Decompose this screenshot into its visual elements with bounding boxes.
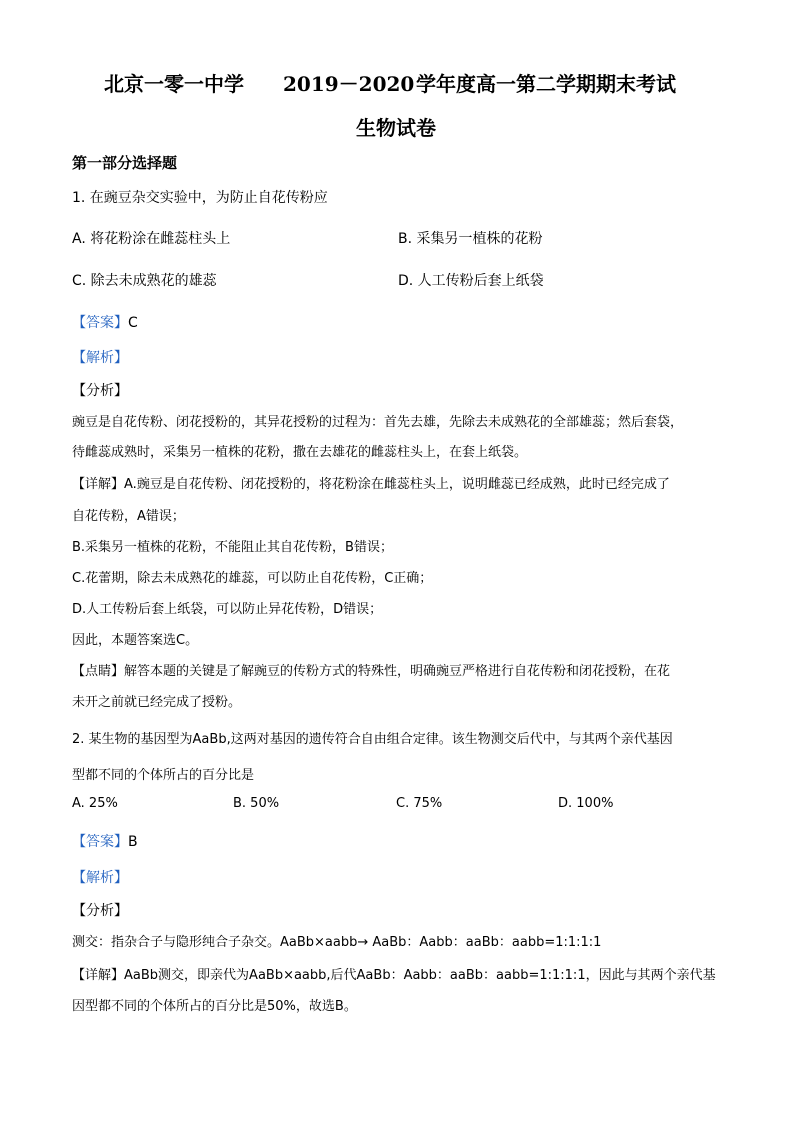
q1-analysis-line1: 豌豆是自花传粉、闭花授粉的，其异花授粉的过程为：首先去雄，先除去未成熟花的全部雄蕊；然后套袋， <box>72 415 684 430</box>
q1-detail-tag: 【详解】 <box>72 477 125 492</box>
q1-fenxi-tag: 【分析】 <box>72 383 128 399</box>
q1-option-a: A. 将花粉涂在雌蕊柱头上 <box>72 231 231 247</box>
q2-detail-line2: 因型都不同的个体所占的百分比是50%，故选B。 <box>72 999 357 1014</box>
q1-detail-line4: C.花蕾期，除去未成熟花的雄蕊，可以防止自花传粉，C正确； <box>72 571 433 586</box>
q2-detail-tag: 【详解】 <box>72 968 125 983</box>
q1-detail-line2: 自花传粉，A错误； <box>72 509 185 524</box>
q1-dianjing-line2: 未开之前就已经完成了授粉。 <box>72 695 242 710</box>
q1-dianjing-tag: 【点睛】 <box>72 664 125 679</box>
q1-jiexi-tag: 【解析】 <box>72 350 128 366</box>
q1-detail-line5: D.人工传粉后套上纸袋，可以防止异花传粉，D错误； <box>72 602 383 617</box>
q1-detail-line6: 因此，本题答案选C。 <box>72 633 199 648</box>
q1-detail-line3: B.采集另一植株的花粉，不能阻止其自花传粉，B错误； <box>72 540 393 555</box>
q1-option-b: B. 采集另一植株的花粉 <box>398 231 543 247</box>
q2-analysis-line1: 测交：指杂合子与隐形纯合子杂交。AaBb×aabb→ AaBb：Aabb：aaBb：aabb=1:1:1:1 <box>72 935 602 950</box>
q2-stem-line2: 型都不同的个体所占的百分比是 <box>72 768 255 783</box>
q1-option-c: C. 除去未成熟花的雄蕊 <box>72 273 217 289</box>
q1-option-d: D. 人工传粉后套上纸袋 <box>398 273 544 289</box>
q2-option-b: B. 50% <box>233 796 280 811</box>
q2-jiexi-tag: 【解析】 <box>72 870 128 886</box>
page-title-term: 学年度高一第二学期期末考试 <box>416 72 676 96</box>
q2-option-c: C. 75% <box>396 796 443 811</box>
q2-option-a: A. 25% <box>72 796 118 811</box>
q2-detail-line1 <box>72 964 716 983</box>
q1-answer-value: C <box>128 315 138 331</box>
q1-analysis-line2: 待雌蕊成熟时，采集另一植株的花粉，撒在去雄花的雌蕊柱头上，在套上纸袋。 <box>72 445 528 460</box>
q1-detail-text1: A.豌豆是自花传粉、闭花授粉的，将花粉涂在雌蕊柱头上，说明雌蕊已经成熟，此时已经完成了 <box>124 477 670 492</box>
q2-answer-tag: 【答案】 <box>72 834 128 850</box>
q2-answer-value: B <box>128 834 138 850</box>
section-heading: 第一部分选择题 <box>72 154 178 172</box>
page-title-year: 2019－2020 <box>283 72 415 96</box>
q2-fenxi-tag: 【分析】 <box>72 903 128 919</box>
q1-detail-line1 <box>72 473 670 492</box>
q2-answer <box>72 831 138 851</box>
q1-dianjing-line1 <box>72 660 670 679</box>
q2-detail-text1: AaBb测交，即亲代为AaBb×aabb,后代AaBb：Aabb：aaBb：aabb=1:1:1:1，因此与其两个亲代基 <box>124 968 716 983</box>
page-title-school: 北京一零一中学 <box>104 72 244 96</box>
q1-answer <box>72 312 138 332</box>
page-subtitle: 生物试卷 <box>356 116 436 140</box>
q2-stem-line1: 2. 某生物的基因型为AaBb,这两对基因的遗传符合自由组合定律。该生物测交后代中，与其两个亲代基因 <box>72 732 673 747</box>
q1-dianjing-text1: 解答本题的关键是了解豌豆的传粉方式的特殊性，明确豌豆严格进行自花传粉和闭花授粉，在花 <box>124 664 671 679</box>
q1-answer-tag: 【答案】 <box>72 315 128 331</box>
q1-stem: 1. 在豌豆杂交实验中，为防止自花传粉应 <box>72 190 328 206</box>
q2-option-d: D. 100% <box>558 796 614 811</box>
